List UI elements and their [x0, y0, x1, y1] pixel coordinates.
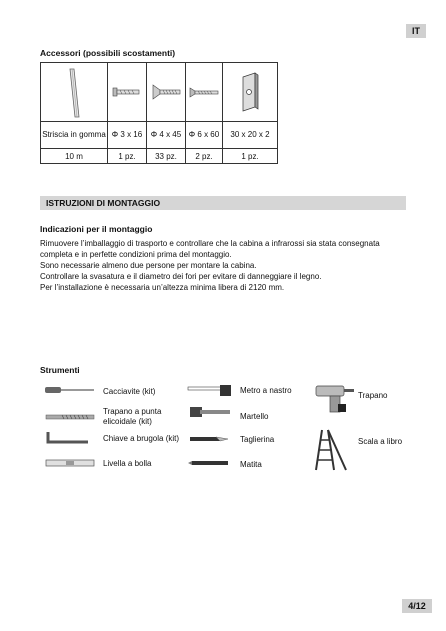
- hammer-icon: [186, 405, 234, 421]
- section-title: ISTRUZIONI DI MONTAGGIO: [40, 196, 406, 210]
- cutter-icon: [186, 433, 234, 445]
- accessory-qty: 1 pz.: [108, 149, 147, 164]
- pencil-icon: [186, 458, 234, 468]
- accessory-qty: 2 pz.: [186, 149, 223, 164]
- accessories-table: [40, 62, 278, 164]
- accessory-label: Φ 3 x 16: [108, 122, 147, 149]
- tool-label-cutter: Taglierina: [240, 435, 275, 444]
- tool-label-level: Livella a bolla: [103, 459, 152, 468]
- instruction-line: Controllare la svasatura e il diametro dei fori per evitare di danneggiare il legno.: [40, 272, 322, 281]
- accessory-qty: 1 pz.: [223, 149, 278, 164]
- accessories-title: Accessori (possibili scostamenti): [40, 48, 176, 58]
- tool-label-hammer: Martello: [240, 412, 269, 421]
- level-icon: [44, 458, 96, 468]
- instruction-line: Sono necessarie almeno due persone per montare la cabina.: [40, 261, 257, 270]
- instruction-line: Rimuovere l’imballaggio di trasporto e controllare che la cabina a infrarossi sia stata consegnata: [40, 239, 380, 248]
- tool-label-pencil: Matita: [240, 460, 262, 469]
- accessory-qty: 33 pz.: [147, 149, 186, 164]
- page-number: 4/12: [402, 599, 432, 613]
- allen-key-icon: [44, 430, 96, 446]
- screw-3x16-image: [108, 63, 147, 122]
- screwdriver-icon: [44, 385, 96, 395]
- tool-label-drill-bit-line: Trapano a punta: [103, 407, 162, 416]
- accessory-qty: 10 m: [41, 149, 108, 164]
- plate-image: [223, 63, 278, 122]
- tool-label-allen-key: Chiave a brugola (kit): [103, 434, 180, 443]
- power-drill-icon: [312, 382, 356, 416]
- tool-label-drill-bit-line: elicoidale (kit): [103, 417, 152, 426]
- tools-title: Strumenti: [40, 365, 80, 375]
- instruction-line: Per l’installazione è necessaria un’altezza minima libera di 2120 mm.: [40, 283, 285, 292]
- tool-label-ladder: Scala a libro: [358, 437, 403, 446]
- instruction-line: completa e in perfette condizioni prima del montaggio.: [40, 250, 232, 259]
- accessory-label: 30 x 20 x 2: [223, 122, 278, 149]
- tool-label-drill: Trapano: [358, 391, 388, 400]
- instructions-subtitle: Indicazioni per il montaggio: [40, 224, 153, 234]
- instructions-text: [40, 238, 420, 293]
- screw-4x45-image: [147, 63, 186, 122]
- tape-measure-icon: [186, 384, 234, 398]
- accessory-label: Φ 4 x 45: [147, 122, 186, 149]
- tool-label-screwdriver: Cacciavite (kit): [103, 387, 156, 396]
- tool-label-tape: Metro a nastro: [240, 386, 292, 395]
- tool-label-drill-bit: [103, 407, 161, 427]
- accessory-label: Striscia in gomma: [41, 122, 108, 149]
- rubber-strip-image: [41, 63, 108, 122]
- accessory-label: Φ 6 x 60: [186, 122, 223, 149]
- language-tag: IT: [406, 24, 426, 38]
- drill-bit-icon: [44, 412, 96, 422]
- screw-6x60-image: [186, 63, 223, 122]
- ladder-icon: [312, 428, 352, 472]
